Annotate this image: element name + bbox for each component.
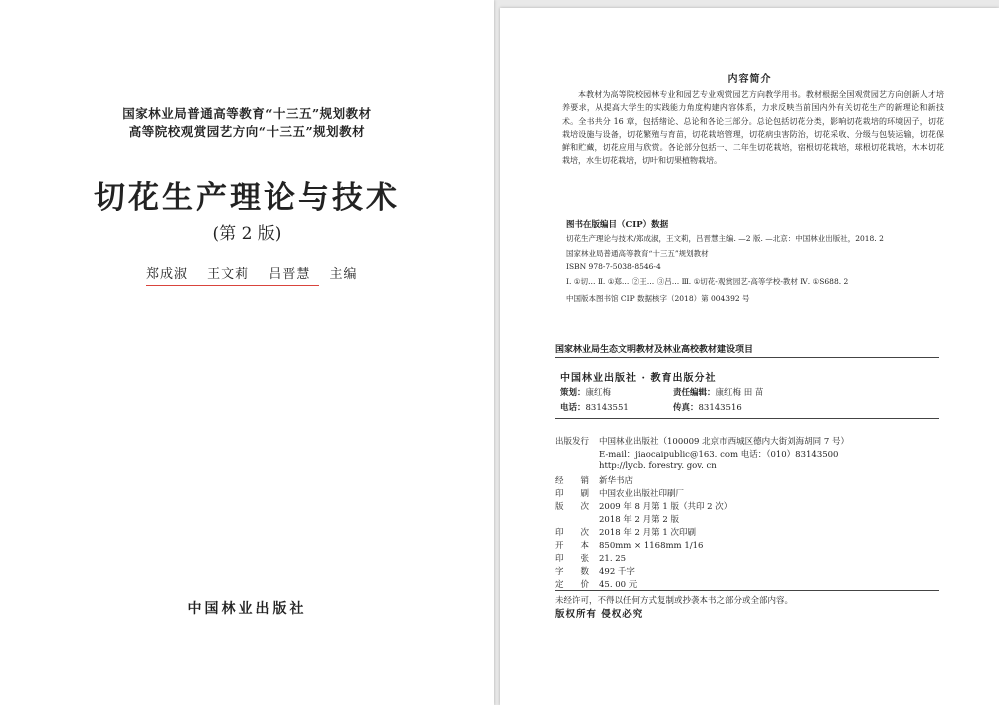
publishing-house: 中国林业出版社 · 教育出版分社: [560, 373, 717, 384]
info-row: [555, 474, 633, 486]
fax: [673, 401, 742, 413]
info-row: [555, 461, 717, 471]
phone: [560, 401, 629, 413]
info-row: [555, 435, 849, 447]
info-value: 中国林业出版社（100009 北京市西城区德内大街刘海胡同 7 号）: [599, 437, 849, 447]
publisher-name: 中国林业出版社: [187, 601, 307, 617]
cip-line: 切花生产理论与技术/郑成淑，王文莉，吕晋慧主编. —2 版. —北京：中国林业出版社，2018. 2: [566, 234, 884, 243]
editor: [673, 386, 763, 398]
info-value: 492 千字: [599, 567, 635, 577]
info-label: 定 价: [555, 580, 590, 590]
info-value: E-mail：jiaocaipublic@163. com 电话：（010）83143500: [599, 450, 839, 460]
series-line-1: 国家林业局普通高等教育“十三五”规划教材: [122, 106, 372, 121]
author-underline: [146, 285, 319, 286]
fax-label: 传真：: [673, 403, 699, 413]
info-row: [555, 500, 732, 512]
phone-label: 电话：: [560, 403, 586, 413]
author-line: [146, 263, 357, 282]
divider: [555, 418, 939, 419]
planner: [560, 386, 611, 398]
info-value: 2009 年 8 月第 1 版（共印 2 次）: [599, 502, 733, 512]
info-label: 经 销: [555, 476, 590, 486]
fax-value: 83143516: [698, 403, 742, 413]
intro-body: 本教材为高等院校园林专业和园艺专业观赏园艺方向教学用书。教材根据全国观赏园艺方向创新人才培养要求，从提高大学生的实践能力角度构建内容体系，力求反映当前国内外有关切花生产的新理论和新技术。全书共分 16 章，包括绪论、总论和各论三部分。总论包括切花分类，影响切花栽培的环境因子，切花栽培设施与设备，切花繁殖与育苗，切花栽培管理，切花病虫害防治，切花采收、分级与包装运输，切花保鲜和贮藏，切花应用与欣赏。各论部分包括一、二年生切花栽培，宿根切花栽培，球根切花栽培，木本切花栽培，水生切花栽培，切叶和切果植物栽培。: [562, 90, 944, 166]
info-label: 印 张: [555, 554, 590, 564]
info-label: 印 次: [555, 528, 590, 538]
author-name: 郑成淑: [146, 267, 189, 282]
divider: [555, 590, 939, 591]
editor-label: 责任编辑：: [673, 388, 716, 398]
info-row: [555, 539, 703, 551]
edition-label: (第 2 版): [212, 224, 282, 244]
cip-line: ISBN 978-7-5038-8546-4: [566, 262, 661, 271]
phone-value: 83143551: [585, 403, 629, 413]
info-label: 出版发行: [555, 437, 590, 447]
info-row: [555, 552, 626, 564]
divider: [555, 357, 939, 358]
copyright-page: [500, 8, 999, 705]
info-value: 中国农业出版社印刷厂: [599, 489, 685, 499]
info-label: 版 次: [555, 502, 590, 512]
info-row: [555, 578, 637, 590]
planner-value: 康红梅: [585, 388, 612, 398]
cip-title: 图书在版编目（CIP）数据: [566, 220, 669, 230]
project-label: 国家林业局生态文明教材及林业高校教材建设项目: [555, 345, 754, 355]
book-title: 切花生产理论与技术: [94, 180, 400, 216]
info-row: [555, 513, 679, 525]
cip-line: 中国版本图书馆 CIP 数据核字（2018）第 004392 号: [566, 294, 750, 303]
info-value: 850mm × 1168mm 1/16: [599, 541, 704, 551]
planner-label: 策划：: [560, 388, 586, 398]
rights-statement: 版权所有 侵权必究: [555, 609, 644, 620]
author-name: 吕晋慧: [268, 267, 311, 282]
info-row: [555, 448, 838, 460]
info-label: 字 数: [555, 567, 590, 577]
author-role: 主编: [329, 267, 358, 282]
intro-title: 内容简介: [727, 74, 772, 85]
info-value: 21. 25: [599, 554, 627, 564]
info-row: [555, 487, 684, 499]
cip-line: 国家林业局普通高等教育“十三五”规划教材: [566, 249, 709, 258]
info-value: 45. 00 元: [599, 580, 638, 590]
cip-line: Ⅰ. ①切… Ⅱ. ①郑… ②王… ③吕… Ⅲ. ①切花-观赏园艺-高等学校-教材 Ⅳ. ①S688. 2: [566, 277, 849, 286]
info-label: 开 本: [555, 541, 590, 551]
title-page: [0, 0, 494, 705]
info-row: [555, 565, 635, 577]
editor-value: 康红梅 田 苗: [715, 388, 764, 398]
info-value: http://lycb. forestry. gov. cn: [599, 461, 717, 471]
info-value: 2018 年 2 月第 2 版: [599, 515, 679, 525]
info-label: 印 刷: [555, 489, 590, 499]
info-value: 新华书店: [599, 476, 634, 486]
series-line-2: 高等院校观赏园艺方向“十三五”规划教材: [128, 124, 366, 139]
info-value: 2018 年 2 月第 1 次印刷: [599, 528, 696, 538]
info-row: [555, 526, 696, 538]
copyright-notice: 未经许可，不得以任何方式复制或抄袭本书之部分或全部内容。: [555, 596, 794, 606]
author-name: 王文莉: [207, 267, 250, 282]
